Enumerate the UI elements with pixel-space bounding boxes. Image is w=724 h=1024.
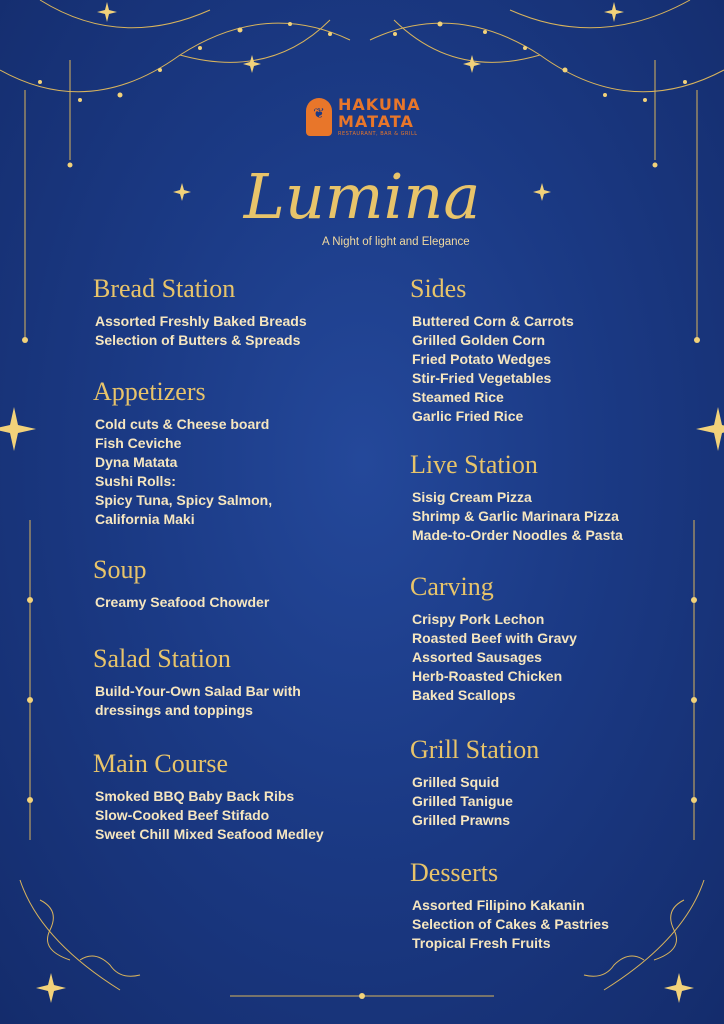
menu-item: Build-Your-Own Salad Bar with <box>95 683 301 699</box>
item-list <box>95 593 269 612</box>
menu-item: Herb-Roasted Chicken <box>412 668 563 684</box>
section-title: Bread Station <box>93 274 236 303</box>
section-title: Carving <box>410 572 494 601</box>
menu-item: Shrimp & Garlic Marinara Pizza <box>412 508 619 524</box>
section-title: Sides <box>410 274 467 303</box>
brand-wordmark <box>338 96 421 137</box>
item-list <box>412 610 577 705</box>
menu-item: Smoked BBQ Baby Back Ribs <box>95 788 295 804</box>
tiki-mask-icon: ❦ <box>306 98 332 136</box>
section-carving <box>410 572 577 705</box>
item-list <box>95 787 324 844</box>
menu-item: dressings and toppings <box>95 702 253 718</box>
item-list <box>95 682 301 720</box>
section-sides <box>410 274 574 426</box>
section-title: Main Course <box>93 749 229 778</box>
section-appetizers <box>93 377 272 529</box>
menu-item: Grilled Prawns <box>412 812 511 828</box>
section-title: Desserts <box>410 858 499 887</box>
menu-item: Grilled Tanigue <box>412 793 513 809</box>
menu-item: Sushi Rolls: <box>95 473 176 489</box>
menu-item: Assorted Filipino Kakanin <box>412 897 585 913</box>
section-title: Live Station <box>410 450 538 479</box>
item-list <box>95 312 307 350</box>
item-list <box>412 312 574 426</box>
menu-item: California Maki <box>95 511 195 527</box>
menu-item: Spicy Tuna, Spicy Salmon, <box>95 492 273 508</box>
menu-item: Sweet Chill Mixed Seafood Medley <box>95 826 324 842</box>
section-title: Salad Station <box>93 644 231 673</box>
section-title: Soup <box>93 555 147 584</box>
menu-item: Selection of Butters & Spreads <box>95 332 301 348</box>
menu-item: Creamy Seafood Chowder <box>95 594 270 610</box>
menu-item: Fried Potato Wedges <box>412 351 551 367</box>
menu-item: Assorted Freshly Baked Breads <box>95 313 307 329</box>
menu-item: Selection of Cakes & Pastries <box>412 916 609 932</box>
menu-item: Dyna Matata <box>95 454 178 470</box>
menu-item: Buttered Corn & Carrots <box>412 313 574 329</box>
brand-subtitle: RESTAURANT, BAR & GRILL <box>338 131 418 137</box>
menu-item: Garlic Fried Rice <box>412 408 524 424</box>
menu-item: Baked Scallops <box>412 687 516 703</box>
menu-item: Made-to-Order Noodles & Pasta <box>412 527 623 543</box>
menu-item: Slow-Cooked Beef Stifado <box>95 807 270 823</box>
section-title: Grill Station <box>410 735 540 764</box>
menu-item: Grilled Golden Corn <box>412 332 546 348</box>
menu-item: Fish Ceviche <box>95 435 182 451</box>
section-salad-station <box>93 644 301 720</box>
menu-item: Steamed Rice <box>412 389 504 405</box>
section-grill-station <box>410 735 539 830</box>
section-main-course <box>93 749 324 844</box>
item-list <box>412 896 609 953</box>
menu-item: Assorted Sausages <box>412 649 542 665</box>
section-soup <box>93 555 269 612</box>
menu-item: Roasted Beef with Gravy <box>412 630 577 646</box>
brand-line-2: MATATA <box>338 112 414 131</box>
section-title: Appetizers <box>93 377 206 406</box>
menu-item: Cold cuts & Cheese board <box>95 416 270 432</box>
item-list <box>412 773 539 830</box>
restaurant-logo <box>306 96 421 137</box>
event-title: Lumina <box>243 160 481 233</box>
menu-item: Sisig Cream Pizza <box>412 489 532 505</box>
section-live-station <box>410 450 623 545</box>
brand-line-1: HAKUNA <box>338 95 421 114</box>
item-list <box>95 415 272 529</box>
menu-item: Crispy Pork Lechon <box>412 611 545 627</box>
event-tagline: A Night of light and Elegance <box>322 236 470 248</box>
menu-item: Grilled Squid <box>412 774 500 790</box>
menu-item: Stir-Fried Vegetables <box>412 370 552 386</box>
section-desserts <box>410 858 609 953</box>
menu-item: Tropical Fresh Fruits <box>412 935 551 951</box>
item-list <box>412 488 623 545</box>
section-bread-station <box>93 274 307 350</box>
